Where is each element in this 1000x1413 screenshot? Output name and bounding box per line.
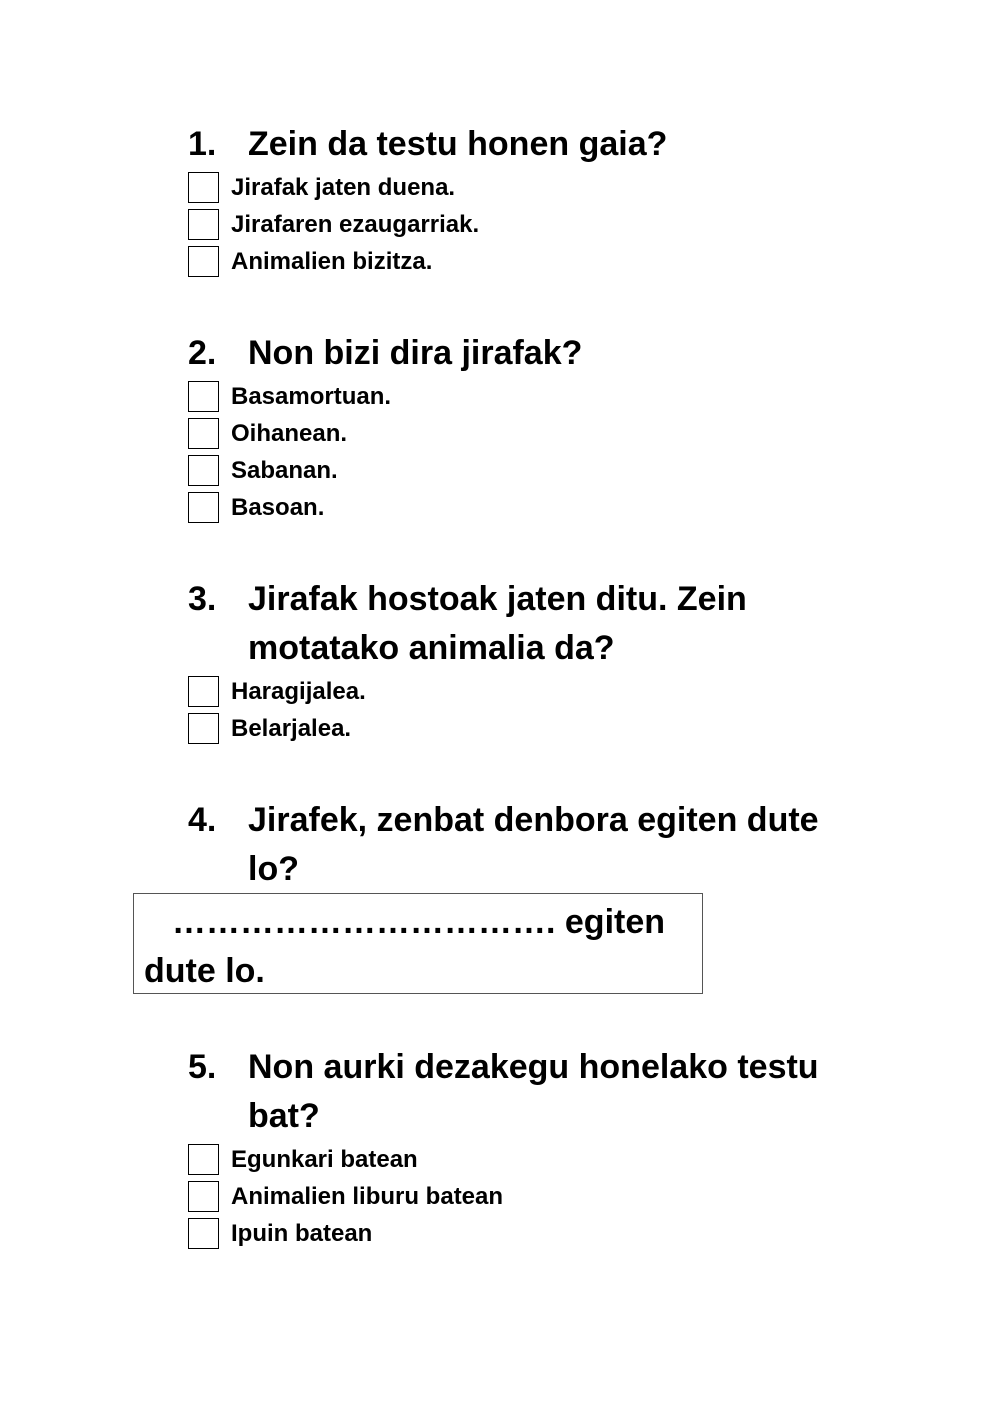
option-label: Sabanan. (231, 456, 338, 484)
question-number: 1. (188, 125, 217, 163)
question-title (188, 796, 868, 894)
option-label: Animalien bizitza. (231, 247, 433, 275)
checkbox[interactable] (188, 1181, 219, 1212)
option-label: Belarjalea. (231, 714, 352, 742)
option-label: Animalien liburu batean (231, 1182, 504, 1210)
question-text: Zein da testu honen gaia? (248, 125, 668, 163)
checkbox[interactable] (188, 172, 219, 203)
option-label: Jirafaren ezaugarriak. (231, 210, 480, 238)
question-3 (188, 575, 868, 747)
option-item (188, 673, 868, 710)
answer-box[interactable] (133, 893, 703, 994)
checkbox[interactable] (188, 676, 219, 707)
question-4 (188, 796, 868, 894)
options-list (188, 169, 868, 280)
option-item (188, 489, 868, 526)
question-number: 4. (188, 801, 217, 839)
question-text: Non bizi dira jirafak? (248, 334, 583, 372)
option-label: Jirafak jaten duena. (231, 173, 456, 201)
checkbox[interactable] (188, 418, 219, 449)
answer-line-1: ……………………………. egiten (172, 903, 666, 941)
checkbox[interactable] (188, 1218, 219, 1249)
option-item (188, 169, 868, 206)
option-label: Egunkari batean (231, 1145, 418, 1173)
question-2 (188, 329, 868, 526)
question-1 (188, 120, 868, 280)
checkbox[interactable] (188, 381, 219, 412)
option-item (188, 1141, 868, 1178)
answer-line-2: dute lo. (144, 952, 265, 990)
question-text: Jirafak hostoak jaten ditu. Zein motatako animalia da? (248, 580, 747, 667)
option-item (188, 452, 868, 489)
question-text: Jirafek, zenbat denbora egiten dute lo? (248, 801, 819, 888)
option-item (188, 1215, 868, 1252)
checkbox[interactable] (188, 492, 219, 523)
option-item (188, 378, 868, 415)
question-number: 3. (188, 580, 217, 618)
checkbox[interactable] (188, 455, 219, 486)
checkbox[interactable] (188, 1144, 219, 1175)
options-list (188, 673, 868, 747)
checkbox[interactable] (188, 209, 219, 240)
options-list (188, 378, 868, 526)
option-item (188, 1178, 868, 1215)
question-number: 5. (188, 1048, 217, 1086)
question-number: 2. (188, 334, 217, 372)
checkbox[interactable] (188, 246, 219, 277)
option-item (188, 243, 868, 280)
checkbox[interactable] (188, 713, 219, 744)
question-title (188, 575, 868, 673)
question-5 (188, 1043, 868, 1252)
question-text: Non aurki dezakegu honelako testu bat? (248, 1048, 819, 1135)
option-label: Haragijalea. (231, 677, 366, 705)
option-item (188, 415, 868, 452)
question-title (188, 329, 868, 378)
option-label: Ipuin batean (231, 1219, 373, 1247)
option-item (188, 710, 868, 747)
option-label: Oihanean. (231, 419, 348, 447)
option-item (188, 206, 868, 243)
question-title (188, 1043, 868, 1141)
option-label: Basamortuan. (231, 382, 392, 410)
question-title (188, 120, 868, 169)
option-label: Basoan. (231, 493, 325, 521)
options-list (188, 1141, 868, 1252)
